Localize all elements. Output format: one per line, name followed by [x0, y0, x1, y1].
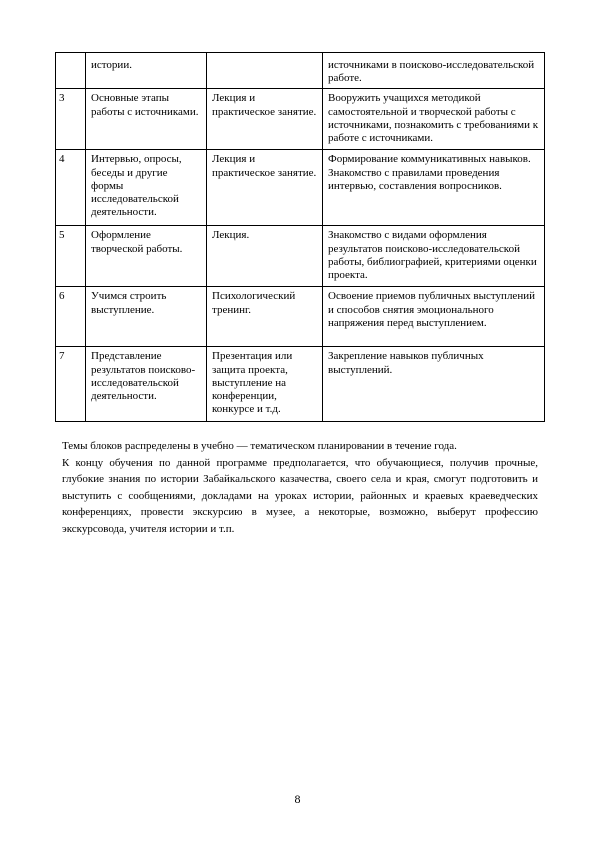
row-number-cell — [56, 89, 86, 150]
lesson-plan-table — [55, 52, 545, 422]
topic-cell — [86, 89, 207, 150]
goal-cell — [323, 347, 545, 422]
goal-text: Закрепление навыков публичных выступлений. — [328, 350, 484, 376]
summary-text — [62, 438, 538, 537]
form-cell — [207, 150, 323, 226]
row-number-cell — [56, 150, 86, 226]
topic-text: Представление результатов поисково-исследовательской деятельности. — [91, 350, 196, 402]
goal-cell — [323, 89, 545, 150]
goal-text: Знакомство с видами оформления результатов поисково-исследовательской работы, библиографией, критериями оценки проекта. — [328, 229, 537, 281]
form-text: Психологический тренинг. — [212, 290, 296, 316]
row-number-cell — [56, 53, 86, 89]
form-cell — [207, 226, 323, 287]
form-cell — [207, 287, 323, 347]
row-number-cell — [56, 347, 86, 422]
form-cell — [207, 53, 323, 89]
topic-text: Основные этапы работы с источниками. — [91, 92, 199, 118]
table-row — [56, 53, 545, 89]
goal-cell — [323, 150, 545, 226]
form-cell — [207, 347, 323, 422]
topic-cell — [86, 53, 207, 89]
goal-text: источниками в поисково-исследовательской работе. — [328, 59, 535, 85]
form-text: Лекция и практическое занятие. — [212, 92, 317, 118]
form-text: Презентация или защита проекта, выступление на конференции, конкурсе и т.д. — [212, 350, 293, 416]
table-row — [56, 226, 545, 287]
row-number: 3 — [59, 92, 65, 105]
topic-text: Учимся строить выступление. — [91, 290, 167, 316]
row-number: 6 — [59, 290, 65, 303]
row-number-cell — [56, 226, 86, 287]
topic-text: Интервью, опросы, беседы и другие формы исследовательской деятельности. — [91, 153, 182, 219]
topic-cell — [86, 150, 207, 226]
goal-text: Формирование коммуникативных навыков. Знакомство с правилами проведения интервью, составления вопросников. — [328, 153, 531, 192]
topic-cell — [86, 226, 207, 287]
goal-cell — [323, 287, 545, 347]
form-cell — [207, 89, 323, 150]
topic-cell — [86, 287, 207, 347]
table-row — [56, 150, 545, 226]
topic-text: истории. — [91, 59, 132, 71]
summary-paragraph: К концу обучения по данной программе предполагается, что обучающиеся, получив прочные, глубокие знания по истории Забайкальского казачества, своего села и края, смогут подготовить и выступить с сообщениями, докладами на уроках истории, районных и краевых краеведческих конференциях, провести экскурсию в музее, а некоторые, возможно, выберут профессию экскурсовода, учителя истории и т.п. — [62, 456, 538, 535]
summary-line: Темы блоков распределены в учебно — тематическом планировании в течение года. — [62, 440, 457, 452]
row-number: 5 — [59, 229, 65, 242]
goal-cell — [323, 226, 545, 287]
form-text: Лекция и практическое занятие. — [212, 153, 317, 179]
topic-cell — [86, 347, 207, 422]
row-number-cell — [56, 287, 86, 347]
goal-text: Вооружить учащихся методикой самостоятельной и творческой работы с источниками, познакомить с требованиями к работе с источниками. — [328, 92, 539, 144]
table-row — [56, 287, 545, 347]
row-number: 7 — [59, 350, 65, 363]
goal-text: Освоение приемов публичных выступлений и способов снятия эмоционального напряжения перед выступлением. — [328, 290, 535, 329]
page-number: 8 — [294, 792, 301, 806]
goal-cell — [323, 53, 545, 89]
form-text: Лекция. — [212, 229, 250, 242]
row-number: 4 — [59, 153, 65, 166]
table-row — [56, 347, 545, 422]
topic-text: Оформление творческой работы. — [91, 229, 183, 255]
table-row — [56, 89, 545, 150]
